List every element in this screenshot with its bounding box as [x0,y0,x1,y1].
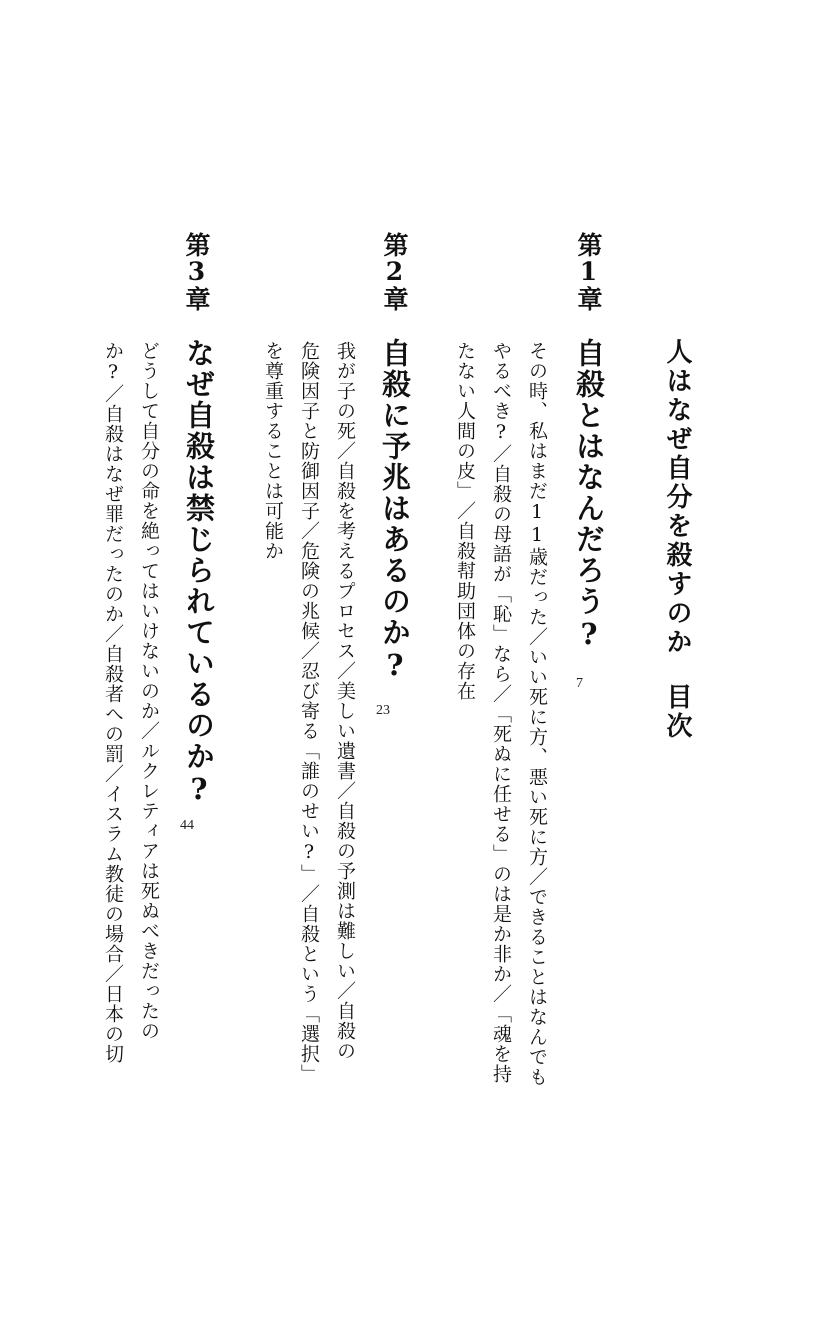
toc-label: 目次 [662,683,692,741]
chapter-2-summary-line-3: を尊重することは可能か [262,341,284,561]
chapter-3-page-number: 44 [180,818,194,833]
chapter-1-title[interactable]: 自殺とはなんだろう? [572,338,606,653]
chapter-1-summary-line-2: やるべき?／自殺の母語が「恥」なら／「死ぬに任せる」のは是か非か／「魂を持 [490,341,512,1084]
book-title-text: 人はなぜ自分を殺すのか [662,338,692,657]
book-title [664,338,690,741]
chapter-3-title[interactable]: なぜ自殺は禁じられているのか? [182,338,216,808]
chapter-2-summary-line-2: 危険因子と防御因子／危険の兆候／忍び寄る「誰のせい?」／自殺という「選択」 [298,341,320,1084]
chapter-2-title[interactable]: 自殺に予兆はあるのか? [378,338,412,684]
chapter-1-summary-line-1: その時、私はまだ11歳だった／いい死に方、悪い死に方／できることはなんでも [526,341,548,1087]
chapter-3-summary-line-2: か?／自殺はなぜ罪だったのか／自殺者への罰／イスラム教徒の場合／日本の切 [102,341,124,1064]
chapter-1-page-number: 7 [576,676,583,691]
chapter-3-summary-line-1: どうして自分の命を絶ってはいけないのか／ルクレティアは死ぬべきだったの [138,341,160,1041]
chapter-2-summary-line-1: 我が子の死／自殺を考えるプロセス／美しい遺書／自殺の予測は難しい／自殺の [334,341,356,1061]
chapter-2-page-number: 23 [376,703,390,718]
chapter-1-summary-line-3: たない人間の皮」／自殺幇助団体の存在 [454,341,476,701]
chapter-3-label: 第3章 [182,232,211,311]
chapter-1-label: 第1章 [574,232,603,311]
chapter-2-label: 第2章 [380,232,409,311]
